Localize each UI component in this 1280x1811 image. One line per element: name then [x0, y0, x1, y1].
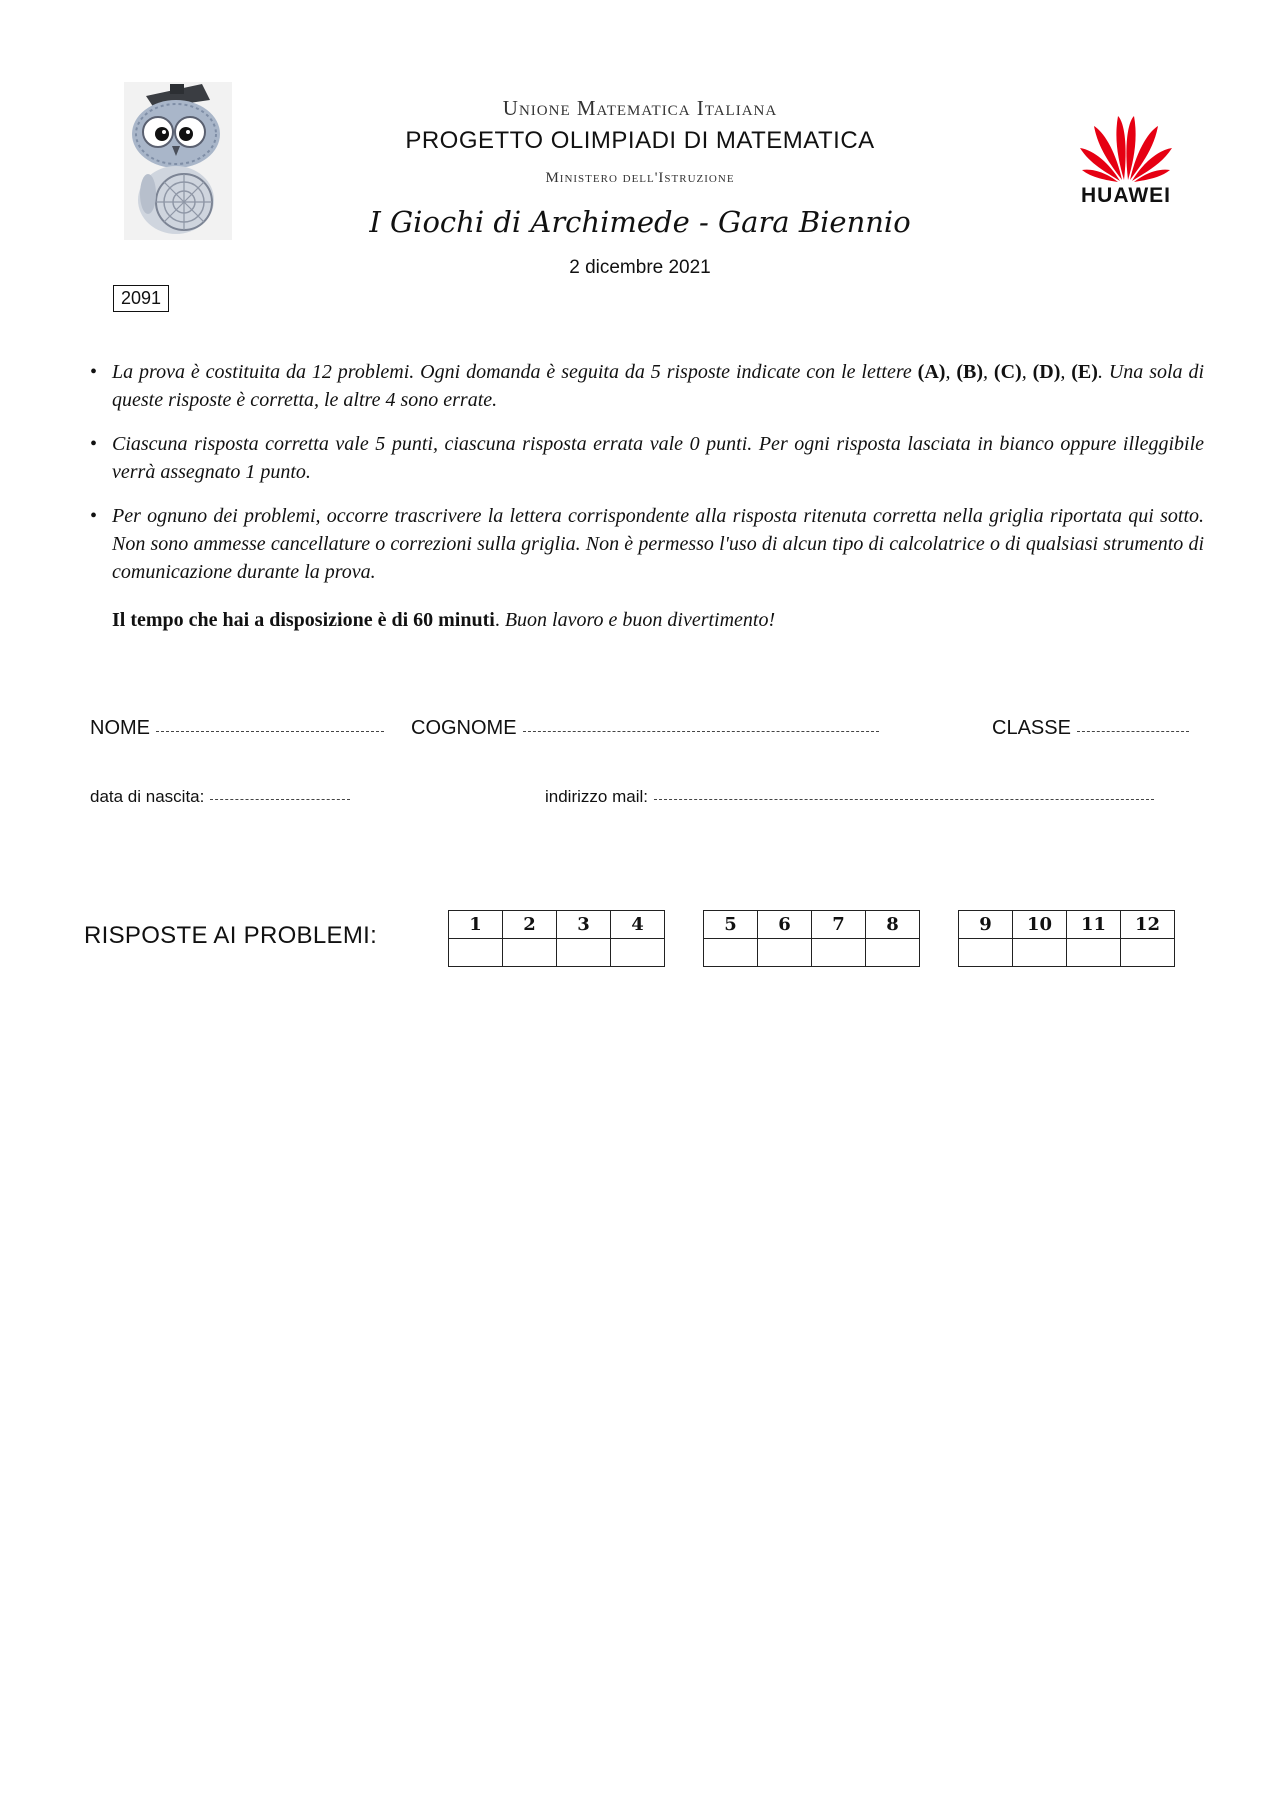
bullet-icon: •	[90, 505, 98, 527]
answer-cell[interactable]	[704, 939, 758, 967]
huawei-logo	[1070, 108, 1182, 212]
huawei-wordmark: HUAWEI	[1081, 184, 1171, 207]
classe-field[interactable]	[992, 717, 1189, 740]
good-luck-text: Buon lavoro e buon divertimento!	[504, 609, 776, 631]
problem-number: 11	[1067, 911, 1121, 939]
grid-answer-row	[449, 939, 665, 967]
option-e-label: (E)	[1071, 361, 1098, 383]
project-heading: PROGETTO OLIMPIADI DI MATEMATICA	[405, 127, 875, 154]
answer-grid	[703, 910, 920, 967]
answer-cell[interactable]	[758, 939, 812, 967]
rule-1-text: La prova è costituita da 12 problemi. Ogni domanda è seguita da 5 risposte indicate con le lettere	[112, 361, 912, 383]
cognome-blank[interactable]	[523, 730, 879, 732]
answer-cell[interactable]	[449, 939, 503, 967]
rule-2-text: Ciascuna risposta corretta vale 5 punti, ciascuna risposta errata vale 0 punti. Per ogni risposta lasciata in bianco oppure illeggibile verrà assegnato 1 punto.	[112, 433, 1204, 483]
problem-number: 12	[1121, 911, 1175, 939]
rule-item	[88, 430, 1204, 486]
exam-code-box: 2091	[113, 285, 169, 312]
exam-date: 2 dicembre 2021	[569, 257, 711, 278]
rule-item: • La prova è costituita da 12 problemi. Ogni domanda è seguita da 5 risposte indicate con le lettere (A), (B), (C), (D), (E). Una sola di queste risposte è corretta, le altre 4 sono errate.	[88, 358, 1204, 414]
option-a-label: (A)	[917, 361, 946, 383]
nome-blank[interactable]	[156, 730, 384, 732]
answer-cell[interactable]	[812, 939, 866, 967]
bullet-icon: •	[90, 361, 98, 383]
problem-number: 10	[1013, 911, 1067, 939]
answer-grid	[958, 910, 1175, 967]
classe-blank[interactable]	[1077, 730, 1189, 732]
grid-header-row	[704, 911, 920, 939]
grid-header-row	[449, 911, 665, 939]
problem-number: 2	[503, 911, 557, 939]
classe-label: CLASSE	[992, 717, 1071, 739]
answers-label: RISPOSTE AI PROBLEMI:	[84, 922, 378, 949]
rule-1-text-end: . Una sola di queste risposte è corretta, le altre 4 sono errate.	[112, 361, 1204, 411]
problem-number: 1	[449, 911, 503, 939]
nome-label: NOME	[90, 717, 150, 739]
answer-cell[interactable]	[959, 939, 1013, 967]
grid-header-row	[959, 911, 1175, 939]
email-label: indirizzo mail:	[545, 787, 648, 806]
answer-cell[interactable]	[1121, 939, 1175, 967]
cognome-label: COGNOME	[411, 717, 517, 739]
answer-cell[interactable]	[611, 939, 665, 967]
rules-list	[88, 358, 1204, 634]
problem-number: 7	[812, 911, 866, 939]
option-d-label: (D)	[1032, 361, 1061, 383]
huawei-petals-icon	[1078, 108, 1174, 182]
problem-number: 9	[959, 911, 1013, 939]
problem-number: 8	[866, 911, 920, 939]
grid-answer-row	[959, 939, 1175, 967]
answer-cell[interactable]	[1067, 939, 1121, 967]
option-c-label: (C)	[993, 361, 1022, 383]
rule-item	[88, 502, 1204, 586]
email-blank[interactable]	[654, 798, 1154, 800]
answer-cell[interactable]	[503, 939, 557, 967]
answer-cell[interactable]	[1013, 939, 1067, 967]
option-b-label: (B)	[956, 361, 984, 383]
problem-number: 6	[758, 911, 812, 939]
union-heading: Unione Matematica Italiana	[502, 96, 778, 120]
cognome-field[interactable]	[411, 717, 879, 740]
rule-3-text: Per ognuno dei problemi, occorre trascrivere la lettera corrispondente alla risposta ritenuta corretta nella griglia riportata qui sotto. Non sono ammesse cancellature o correzioni sulla griglia. Non è permesso l'uso di alcun tipo di calcolatrice o di qualsiasi strumento di comunicazione durante la prova.	[112, 505, 1204, 583]
birthdate-field[interactable]	[90, 787, 350, 807]
ministry-heading: Ministero dell'Istruzione	[545, 170, 735, 186]
page-title: I Giochi di Archimede - Gara Biennio	[369, 205, 911, 239]
birthdate-blank[interactable]	[210, 798, 350, 800]
grid-answer-row	[704, 939, 920, 967]
problem-number: 4	[611, 911, 665, 939]
birthdate-label: data di nascita:	[90, 787, 205, 806]
problem-number: 5	[704, 911, 758, 939]
time-notice: Il tempo che hai a disposizione è di 60 minuti. Buon lavoro e buon divertimento!	[112, 609, 776, 631]
answer-cell[interactable]	[557, 939, 611, 967]
answer-grid	[448, 910, 665, 967]
time-limit-text: Il tempo che hai a disposizione è di 60 minuti	[112, 609, 495, 631]
nome-field[interactable]	[90, 717, 384, 740]
email-field[interactable]	[545, 787, 1154, 807]
answer-cell[interactable]	[866, 939, 920, 967]
problem-number: 3	[557, 911, 611, 939]
bullet-icon: •	[90, 433, 98, 455]
